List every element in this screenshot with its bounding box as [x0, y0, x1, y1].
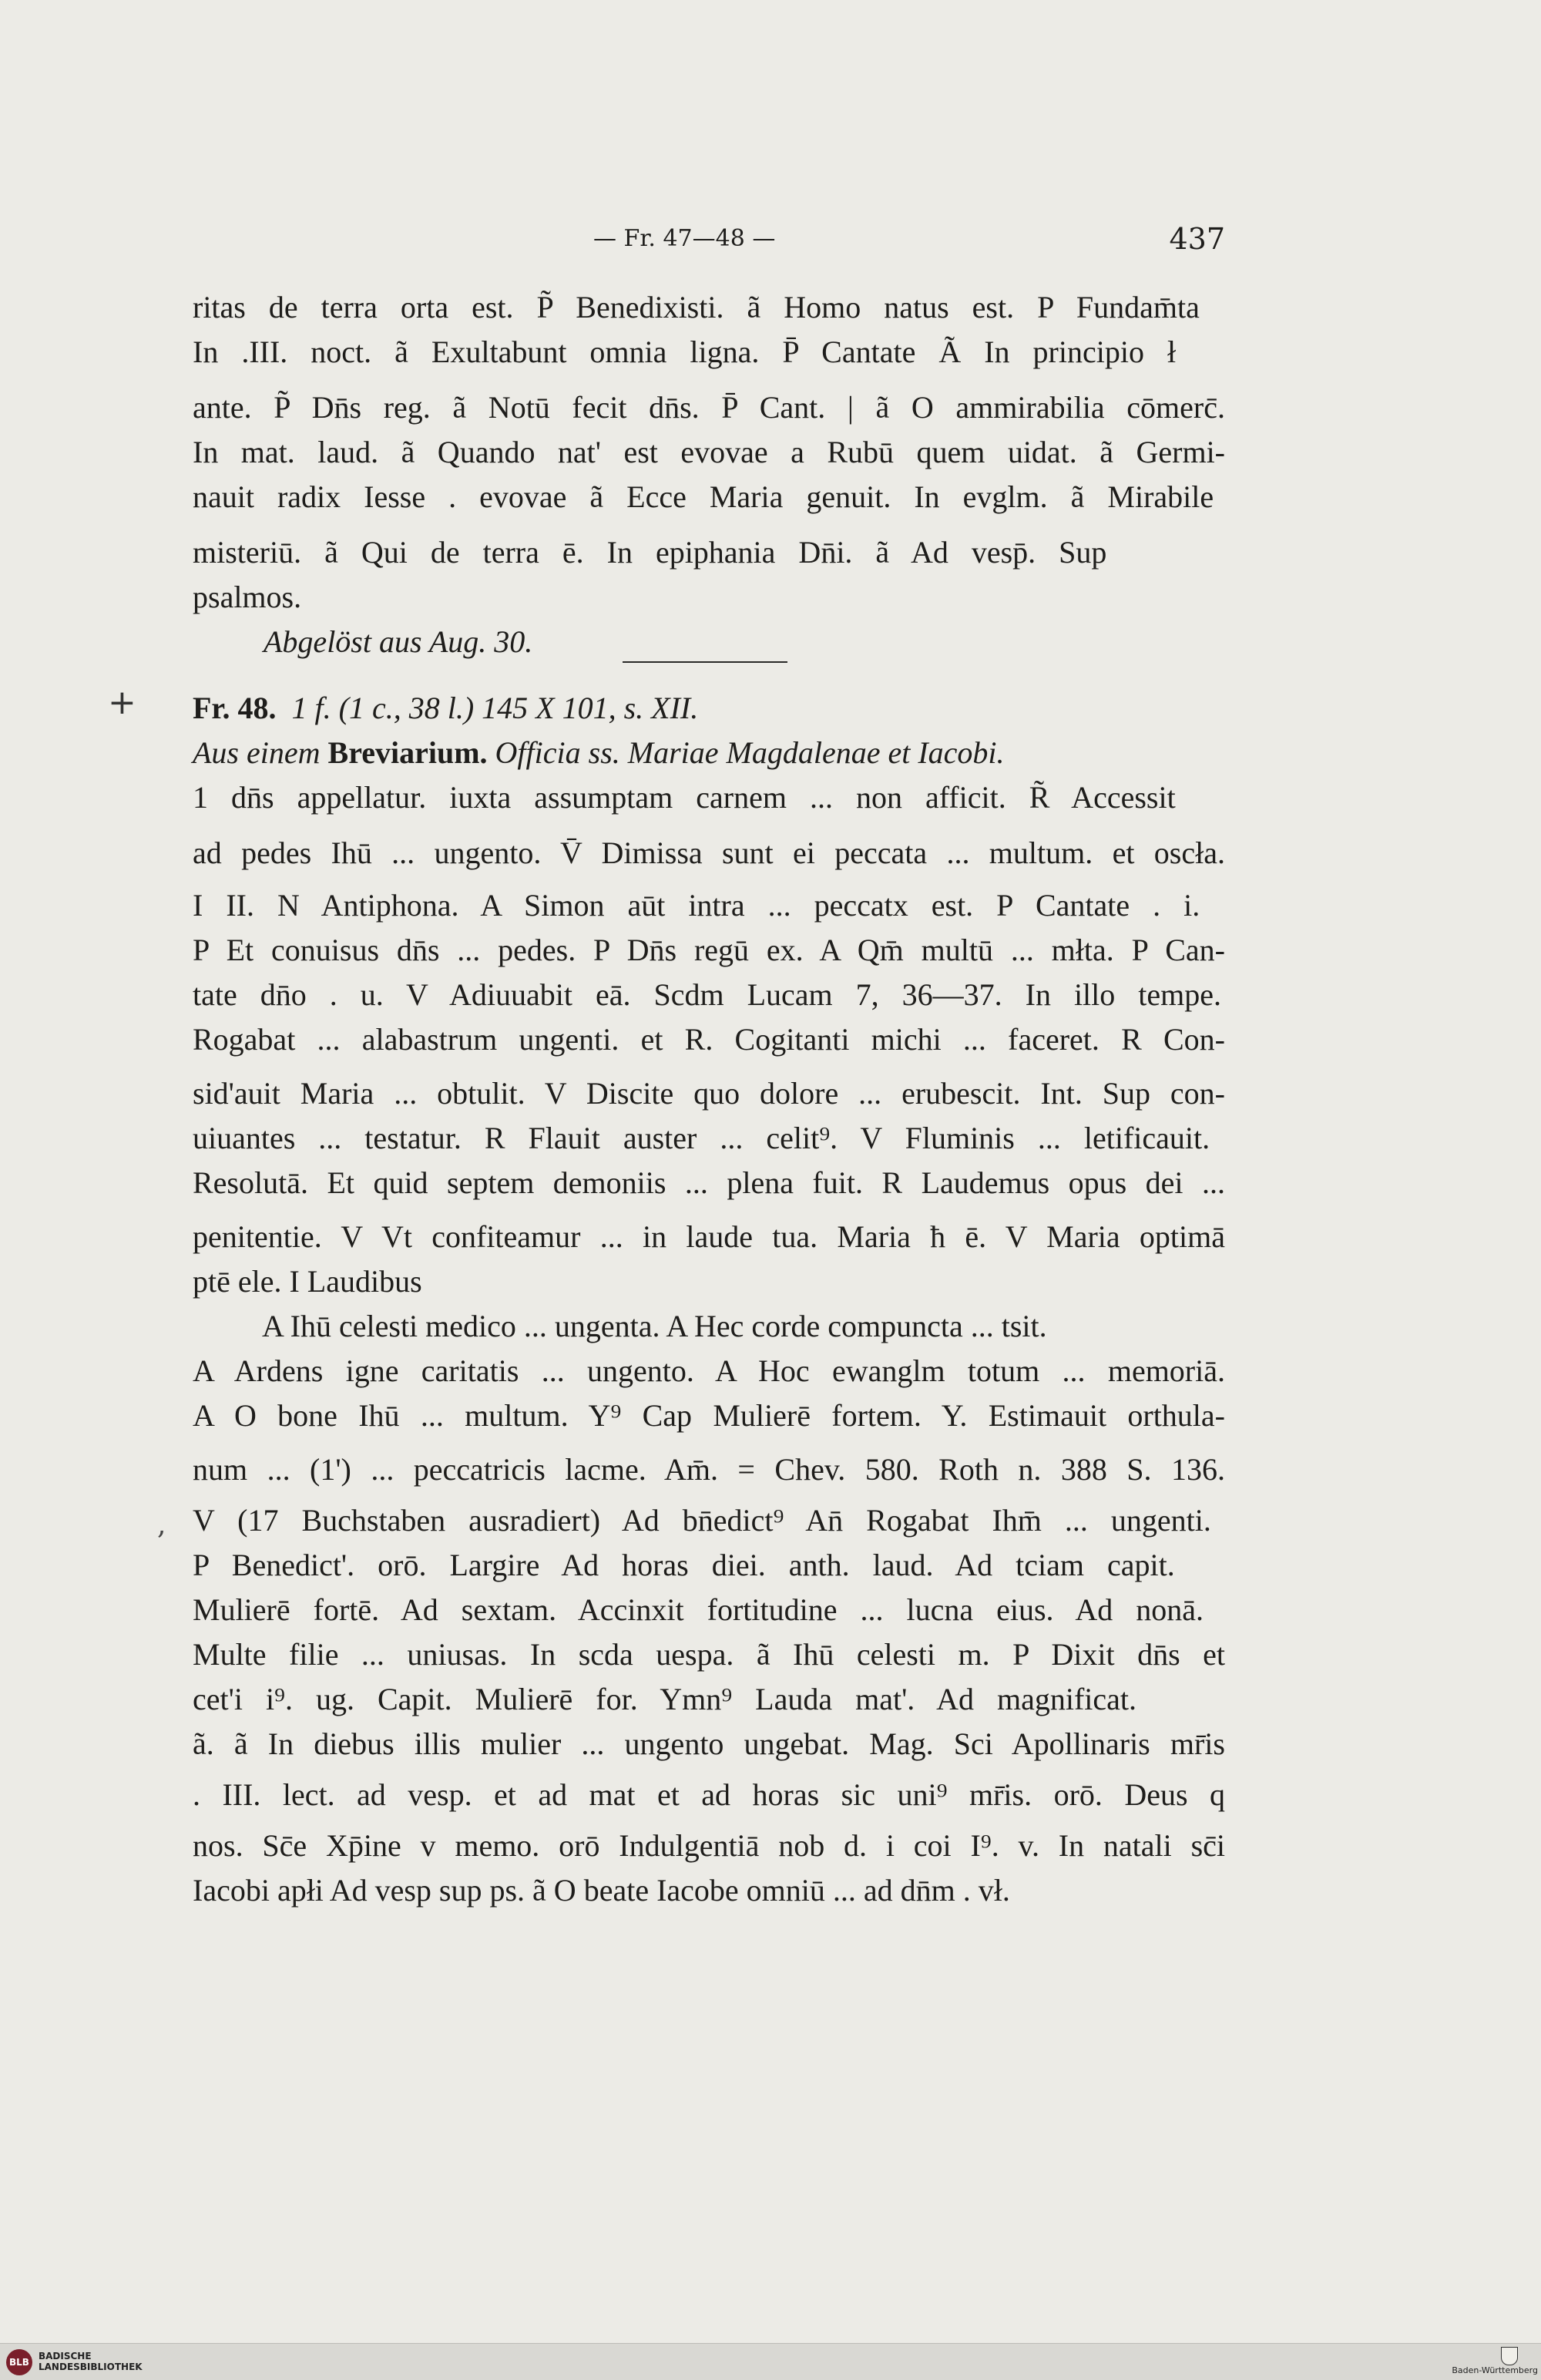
- text-line: [193, 430, 1225, 475]
- text-line: [193, 928, 1225, 973]
- text-line-content: Multe filie ... uniusas. In scda uespa. ã Ihū celesti m. P Dixit dn̄s et: [193, 1637, 1225, 1672]
- text-line-content: nos. Sc̄e Xp̄ine v memo. orō Indulgentiā nob d. i coi I⁹. v. In natali sc̄i: [193, 1828, 1225, 1863]
- text-line: [193, 1498, 1225, 1543]
- margin-mark: ,: [157, 1509, 166, 1541]
- text-line: [193, 285, 1225, 330]
- text-line-content: ritas de terra orta est. P̃ Benedixisti. ã Homo natus est. P Fundam̄ta: [193, 290, 1200, 324]
- text-line-content: ad pedes Ihū ... ungento. V̄ Dimissa sunt ei peccata ... multum. et oscła.: [193, 835, 1225, 870]
- page-number: 437: [1169, 222, 1225, 256]
- text-line-content: P Benedict'. orō. Largire Ad horas diei. anth. laud. Ad tciam capit.: [193, 1548, 1175, 1582]
- text-line-content: In .III. noct. ã Exultabunt omnia ligna. P̄ Cantate Ã In principio ł: [193, 334, 1177, 369]
- text-line: A Ihū celesti medico ... ungenta. A Hec corde compuncta ... tsit.: [262, 1309, 1047, 1343]
- text-line-content: In mat. laud. ã Quando nat' est evovae a Rubū quem uidat. ã Germi-: [193, 435, 1225, 469]
- text-line-content: Resolutā. Et quid septem demoniis ... plena fuit. R Laudemus opus dei ...: [193, 1165, 1225, 1200]
- description-rest: Officia ss. Mariae Magdalenae et Iacobi.: [495, 735, 1005, 770]
- text-line: [193, 1824, 1225, 1868]
- viewer-footer: [0, 2343, 1541, 2380]
- library-name-line-1: BADISCHE: [39, 2351, 92, 2362]
- text-line: [193, 1543, 1225, 1588]
- text-line: psalmos.: [193, 580, 302, 614]
- section-divider: [623, 661, 787, 663]
- text-line-content: sid'auit Maria ... obtulit. V Discite quo dolore ... erubescit. Int. Sup con-: [193, 1076, 1225, 1111]
- text-line-content: ante. P̃ Dn̄s reg. ã Notū fecit dn̄s. P̄ Cant. | ã O ammirabilia cōmerc̄.: [193, 390, 1225, 425]
- text-line: [193, 775, 1225, 820]
- text-line-content: A O bone Ihū ... multum. Y⁹ Cap Mulierē fortem. Y. Estimauit orthula-: [193, 1398, 1225, 1433]
- text-line-content: ã. ã In diebus illis mulier ... ungento ungebat. Mag. Sci Apollinaris mr̄is: [193, 1726, 1225, 1761]
- text-line-content: cet'i i⁹. ug. Capit. Mulierē for. Ymn⁹ Lauda mat'. Ad magnificat.: [193, 1682, 1137, 1716]
- text-line: Iacobi apłi Ad vesp sup ps. ã O beate Iacobe omniū ... ad dn̄m . vł.: [193, 1873, 1010, 1908]
- fr48-details: 1 f. (1 c., 38 l.) 145 X 101, s. XII.: [291, 691, 699, 725]
- text-line: [193, 330, 1225, 375]
- margin-cross-mark: +: [108, 683, 136, 722]
- text-line-content: nauit radix Iesse . evovae ã Ecce Maria genuit. In evglm. ã Mirabile: [193, 479, 1214, 514]
- text-line: [193, 530, 1225, 575]
- text-line: [193, 1447, 1225, 1492]
- text-line: ptē ele. I Laudibus: [193, 1264, 422, 1299]
- text-line: [193, 1632, 1225, 1677]
- text-line-content: Rogabat ... alabastrum ungenti. et R. Cogitanti michi ... faceret. R Con-: [193, 1022, 1225, 1057]
- state-name: Baden-Württemberg: [1452, 2365, 1538, 2375]
- baden-wuerttemberg-crest-icon: [1501, 2347, 1518, 2365]
- blb-logo-icon[interactable]: BLB: [6, 2349, 32, 2375]
- text-line: [193, 973, 1225, 1017]
- fr47-text: [193, 285, 1225, 664]
- fr48-heading: [193, 686, 1225, 731]
- fr48-description: [193, 731, 1225, 775]
- text-line: [193, 831, 1225, 876]
- text-line: [193, 1116, 1225, 1161]
- text-line: [193, 385, 1225, 430]
- text-line: [193, 1722, 1225, 1767]
- running-title: — Fr. 47—48 —: [593, 225, 776, 252]
- text-line: [193, 1161, 1225, 1205]
- fr47-source-note: Abgelöst aus Aug. 30.: [264, 624, 533, 659]
- description-source: Breviarium.: [327, 735, 488, 770]
- text-line-content: num ... (1') ... peccatricis lacme. Am̄. = Chev. 580. Roth n. 388 S. 136.: [193, 1452, 1225, 1487]
- text-line: [193, 1349, 1225, 1393]
- text-line: [193, 1677, 1225, 1722]
- text-line: [193, 1071, 1225, 1116]
- fr48-text: [193, 686, 1225, 1913]
- text-line: [193, 1393, 1225, 1438]
- text-line: [193, 475, 1225, 519]
- description-prefix: Aus einem: [193, 735, 321, 770]
- text-line-content: misteriū. ã Qui de terra ē. In epiphania Dn̄i. ã Ad vesp̄. Sup: [193, 535, 1107, 570]
- text-line: [193, 1017, 1225, 1062]
- fr48-label: Fr. 48.: [193, 691, 277, 725]
- text-line-content: . III. lect. ad vesp. et ad mat et ad horas sic uni⁹ mr̄is. orō. Deus q: [193, 1777, 1225, 1812]
- text-line: [193, 883, 1225, 928]
- text-line: [193, 1773, 1225, 1817]
- text-line-content: A Ardens igne caritatis ... ungento. A Hoc ewanglm totum ... memoriā.: [193, 1353, 1225, 1388]
- text-line: [193, 1215, 1225, 1259]
- library-name-line-2: LANDESBIBLIOTHEK: [39, 2362, 143, 2372]
- library-name: [39, 2351, 143, 2372]
- text-line-content: I II. N Antiphona. A Simon aūt intra ... peccatx est. P Cantate . i.: [193, 888, 1200, 923]
- text-line-content: 1 dn̄s appellatur. iuxta assumptam carnem ... non afficit. R̃ Accessit: [193, 780, 1176, 815]
- text-line-content: V (17 Buchstaben ausradiert) Ad bn̄edict⁹ An̄ Rogabat Ihm̄ ... ungenti.: [193, 1503, 1211, 1538]
- text-line-content: P Et conuisus dn̄s ... pedes. P Dn̄s regū ex. A Qm̄ multū ... młta. P Can-: [193, 933, 1225, 967]
- text-line-content: tate dn̄o . u. V Adiuuabit eā. Scdm Lucam 7, 36—37. In illo tempe.: [193, 977, 1222, 1012]
- text-line: [193, 1588, 1225, 1632]
- text-line-content: uiuantes ... testatur. R Flauit auster ... celit⁹. V Fluminis ... letificauit.: [193, 1121, 1210, 1155]
- text-line-content: Mulierē fortē. Ad sextam. Accinxit fortitudine ... lucna eius. Ad nonā.: [193, 1592, 1204, 1627]
- text-line-content: penitentie. V Vt confiteamur ... in laude tua. Maria ħ ē. V Maria optimā: [193, 1219, 1225, 1254]
